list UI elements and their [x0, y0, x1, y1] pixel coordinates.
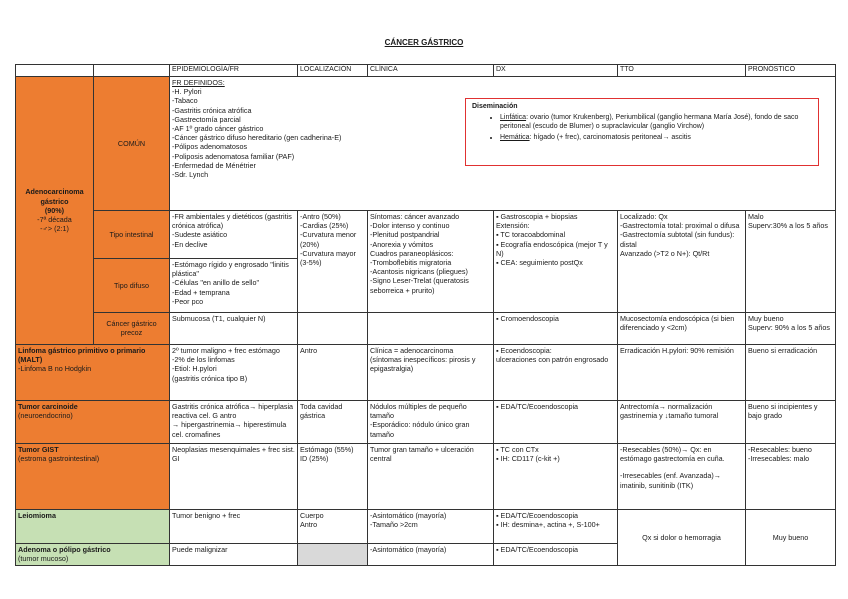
- difuso-label: Tipo difuso: [94, 258, 170, 312]
- adeno-pct: (90%): [44, 205, 65, 215]
- dx-line: ulceraciones con patrón engrosado: [496, 355, 609, 365]
- row-linfoma: [16, 344, 836, 400]
- dx-line: ▪ IH: desmina+, actina +, S-100+: [496, 520, 600, 530]
- tto-line: -Resecables (50%)→ Qx: en estómago gastrectomía en cuña.: [620, 444, 725, 464]
- fr-item: -Poliposis adenomatosa familiar (PAF): [172, 151, 295, 161]
- carcinoide-label-cell: [16, 400, 170, 443]
- clin-line: -Anorexia y vómitos: [370, 239, 434, 249]
- benign-pronostico: Muy bueno: [746, 509, 836, 565]
- carcinoide-tto: Antrectomía→ normalización gastrinemia y ↓tamaño tumoral: [618, 400, 746, 443]
- gist-name: Tumor GIST: [18, 444, 59, 454]
- prono-line: Muy bueno: [748, 313, 784, 323]
- prono-line: Malo: [748, 211, 764, 221]
- gist-label-cell: [16, 443, 170, 509]
- adenoma-name: Adenoma o pólipo gástrico: [18, 544, 111, 554]
- epi-line: -Edad + temprana: [172, 287, 230, 297]
- leiomioma-loc: [298, 509, 368, 543]
- epi-line: (gastritis crónica tipo B): [172, 373, 248, 383]
- leiomioma-dx: [494, 509, 618, 543]
- linfoma-clin: [368, 344, 494, 400]
- clin-line: -Dolor intenso y continuo: [370, 221, 450, 231]
- dissemination-list: [472, 114, 812, 143]
- clin-line: Cuadros paraneoplásicos:: [370, 248, 454, 258]
- fr-item: -Gastrectomía parcial: [172, 114, 241, 124]
- adeno-label-cell: [16, 76, 94, 344]
- epi-line: -Etiol: H.pylori: [172, 364, 217, 374]
- dx-line: ▪ EDA/TC/Ecoendoscopia: [496, 510, 579, 520]
- precoz-dx: ▪ Cromoendoscopia: [494, 312, 618, 344]
- loc-line: Cuerpo: [300, 510, 324, 520]
- benign-tto: Qx si dolor o hemorragia: [618, 509, 746, 565]
- row-precoz: [16, 312, 836, 344]
- loc-line: Estómago (55%): [300, 444, 354, 454]
- precoz-loc: [298, 312, 368, 344]
- precoz-epi: Submucosa (T1, cualquier N): [170, 312, 298, 344]
- header-localizacion: LOCALIZACIÓN: [298, 65, 368, 77]
- dissemination-item-text: : hígado (+ frec), carcinomatosis peritoneal→ ascitis: [529, 133, 691, 141]
- clin-line: -Esporádico: nódulo único gran tamaño: [370, 420, 470, 439]
- fr-item: -Pólipos adenomatosos: [172, 142, 248, 152]
- precoz-label: Cáncer gástrico precoz: [94, 312, 170, 344]
- tto-line: -Gastrectomía total: proximal o difusa: [620, 221, 740, 231]
- page-title: CÁNCER GÁSTRICO: [384, 38, 464, 47]
- adeno-name: Adenocarcinoma gástrico: [25, 187, 84, 206]
- clin-line: Clínica = adenocarcinoma: [370, 345, 454, 355]
- loc-line: Antro: [300, 520, 318, 530]
- linfoma-name: Linfoma gástrico primitivo o primario (MALT): [18, 345, 146, 365]
- adeno-ratio: -♂> (2:1): [40, 224, 69, 234]
- precoz-tto: Mucosectomía endoscópica (si bien diferenciado y <2cm): [618, 312, 746, 344]
- dissemination-item: [500, 114, 812, 132]
- linfoma-label-cell: [16, 344, 170, 400]
- epi-line: -Células "en anillo de sello": [172, 278, 260, 288]
- adenoma-label-cell: [16, 543, 170, 565]
- epi-line: -Estómago rígido y engrosado "linitis plástica": [172, 259, 289, 279]
- clin-line: -Acantosis nigricans (pliegues): [370, 267, 468, 277]
- leiomioma-epi: Tumor benigno + frec: [170, 509, 298, 543]
- row-intestinal: [16, 210, 836, 258]
- carcinoide-name: Tumor carcinoide: [18, 401, 78, 411]
- loc-line: -Curvatura menor (20%): [300, 230, 357, 249]
- header-pronostico: PRONÓSTICO: [746, 65, 836, 77]
- header-row: [16, 65, 836, 77]
- tto-line: -Irresecables (enf. Avanzada)→ imatinib, sunitinib (ITK): [620, 471, 721, 490]
- dx-line: ▪ Gastroscopia + biopsias: [496, 211, 578, 221]
- dissemination-box: [465, 98, 819, 166]
- epi-line: -Sudeste asiático: [172, 230, 228, 240]
- tto-line: -Gastrectomía subtotal (sin fundus): distal: [620, 230, 735, 249]
- adeno-tto: [618, 210, 746, 312]
- epi-line: → hipergastrinemia→ hiperestimula cel. cromafines: [172, 420, 287, 439]
- row-gist: [16, 443, 836, 509]
- gist-loc: [298, 443, 368, 509]
- leiomioma-name: Leiomioma: [18, 510, 56, 520]
- prono-line: Superv:30% a los 5 años: [748, 221, 828, 231]
- epi-line: -2% de los linfomas: [172, 355, 235, 365]
- linfoma-dx: [494, 344, 618, 400]
- fr-item: -Sdr. Lynch: [172, 170, 209, 180]
- intestinal-label: Tipo intestinal: [94, 210, 170, 258]
- adenoma-dx: ▪ EDA/TC/Ecoendoscopia: [494, 543, 618, 565]
- row-carcinoide: [16, 400, 836, 443]
- dx-line: ▪ TC con CTx: [496, 444, 539, 454]
- difuso-epi: [170, 258, 298, 312]
- loc-line: -Antro (50%): [300, 211, 341, 221]
- header-dx: DX: [494, 65, 618, 77]
- loc-line: -Cardias (25%): [300, 221, 349, 231]
- fr-item: -H. Pylori: [172, 87, 202, 97]
- intestinal-epi: [170, 210, 298, 258]
- epi-line: -Peor pco: [172, 296, 204, 306]
- precoz-pronostico: [746, 312, 836, 344]
- loc-line: -Curvatura mayor (3-5%): [300, 248, 356, 268]
- fr-item: -Cáncer gástrico difuso hereditario (gen cadherina-E): [172, 133, 342, 143]
- dx-line: ▪ IH: CD117 (c-kit +): [496, 454, 560, 464]
- adeno-localizacion: [298, 210, 368, 312]
- dissemination-item-text: : ovario (tumor Krukenberg), Periumbilical (ganglio hermana María José), fondo de saco peritoneal (escudo de Blumer) o supraclavicular (ganglio Virchow): [500, 113, 799, 130]
- adenoma-epi: Puede malignizar: [170, 543, 298, 565]
- gist-sub: (estroma gastrointestinal): [18, 454, 100, 464]
- linfoma-pronostico: Bueno si erradicación: [746, 344, 836, 400]
- gist-epi: Neoplasias mesenquimales + frec sist. GI: [170, 443, 298, 509]
- epi-line: -FR ambientales y dietéticos (gastritis crónica atrófica): [172, 211, 292, 231]
- fr-item: -AF 1º grado cáncer gástrico: [172, 124, 264, 134]
- gist-pronostico: [746, 443, 836, 509]
- tto-line: Localizado: Qx: [620, 211, 668, 221]
- adenoma-sub: (tumor mucoso): [18, 554, 69, 564]
- adenoma-loc: [298, 543, 368, 565]
- prono-line: -Resecables: bueno: [748, 444, 812, 454]
- carcinoide-pronostico: Bueno si incipientes y bajo grado: [746, 400, 836, 443]
- tto-line: Avanzado (>T2 o N+): Qt/Rt: [620, 248, 710, 258]
- header-clinica: CLÍNICA: [368, 65, 494, 77]
- dx-line: ▪ CEA: seguimiento postQx: [496, 258, 583, 268]
- epi-line: Gastritis crónica atrófica→ hiperplasia reactiva cel. G antro: [172, 401, 294, 421]
- carcinoide-clin: [368, 400, 494, 443]
- clin-line: -Signo Leser-Trelat (queratosis seborreica + prurito): [370, 276, 469, 295]
- clin-line: Síntomas: cáncer avanzado: [370, 211, 460, 221]
- clin-line: -Plenitud postpandrial: [370, 230, 440, 240]
- fr-item: -Enfermedad de Ménétrier: [172, 160, 256, 170]
- linfoma-loc: Antro: [298, 344, 368, 400]
- comun-label: COMÚN: [94, 76, 170, 210]
- header-cell-empty: [16, 65, 94, 77]
- gist-dx: [494, 443, 618, 509]
- row-leiomioma: [16, 509, 836, 543]
- linfoma-epi: [170, 344, 298, 400]
- gist-clin: Tumor gran tamaño + ulceración central: [368, 443, 494, 509]
- clin-line: -Tromboflebitis migratoria: [370, 258, 452, 268]
- dissemination-title: Diseminación: [472, 103, 518, 110]
- dissemination-item-label: Hemática: [500, 133, 530, 141]
- leiomioma-label-cell: [16, 509, 170, 543]
- carcinoide-epi: [170, 400, 298, 443]
- header-cell-empty: [94, 65, 170, 77]
- loc-line: ID (25%): [300, 454, 329, 464]
- fr-item: -Tabaco: [172, 96, 198, 106]
- clin-line: Nódulos múltiples de pequeño tamaño: [370, 401, 467, 421]
- clin-line: -Tamaño >2cm: [370, 520, 418, 530]
- dx-line: ▪ Ecografía endoscópica (mejor T y N): [496, 239, 608, 258]
- adeno-age: -7ª década: [37, 215, 72, 225]
- epi-line: -En declive: [172, 239, 208, 249]
- clin-line: (síntomas inespecíficos: pirosis y epigastralgia): [370, 355, 476, 374]
- precoz-clin: [368, 312, 494, 344]
- adeno-dx: [494, 210, 618, 312]
- header-tto: TTO: [618, 65, 746, 77]
- adenoma-clin: -Asintomático (mayoría): [368, 543, 494, 565]
- linfoma-sub: -Linfoma B no Hodgkin: [18, 364, 92, 374]
- dx-line: ▪ Ecoendoscopia:: [496, 345, 552, 355]
- dissemination-item-label: Linfática: [500, 113, 527, 121]
- carcinoide-sub: (neuroendocrino): [18, 411, 73, 421]
- adeno-clinica: [368, 210, 494, 312]
- gist-tto: [618, 443, 746, 509]
- leiomioma-clin: [368, 509, 494, 543]
- prono-line: Superv: 90% a los 5 años: [748, 323, 830, 333]
- dx-line: ▪ TC toracoabdominal: [496, 230, 566, 240]
- adeno-pronostico: [746, 210, 836, 312]
- epi-line: 2º tumor maligno + frec estómago: [172, 345, 280, 355]
- header-epidemiologia: EPIDEMIOLOGÍA/FR: [170, 65, 298, 77]
- fr-title: FR DEFINIDOS:: [172, 77, 225, 87]
- linfoma-tto: Erradicación H.pylori: 90% remisión: [618, 344, 746, 400]
- carcinoide-loc: Toda cavidad gástrica: [298, 400, 368, 443]
- fr-item: -Gastritis crónica atrófica: [172, 105, 252, 115]
- prono-line: -Irresecables: malo: [748, 454, 810, 464]
- carcinoide-dx: ▪ EDA/TC/Ecoendoscopia: [494, 400, 618, 443]
- clin-line: -Asintomático (mayoría): [370, 510, 447, 520]
- dx-line: Extensión:: [496, 221, 530, 231]
- dissemination-item: [500, 134, 812, 143]
